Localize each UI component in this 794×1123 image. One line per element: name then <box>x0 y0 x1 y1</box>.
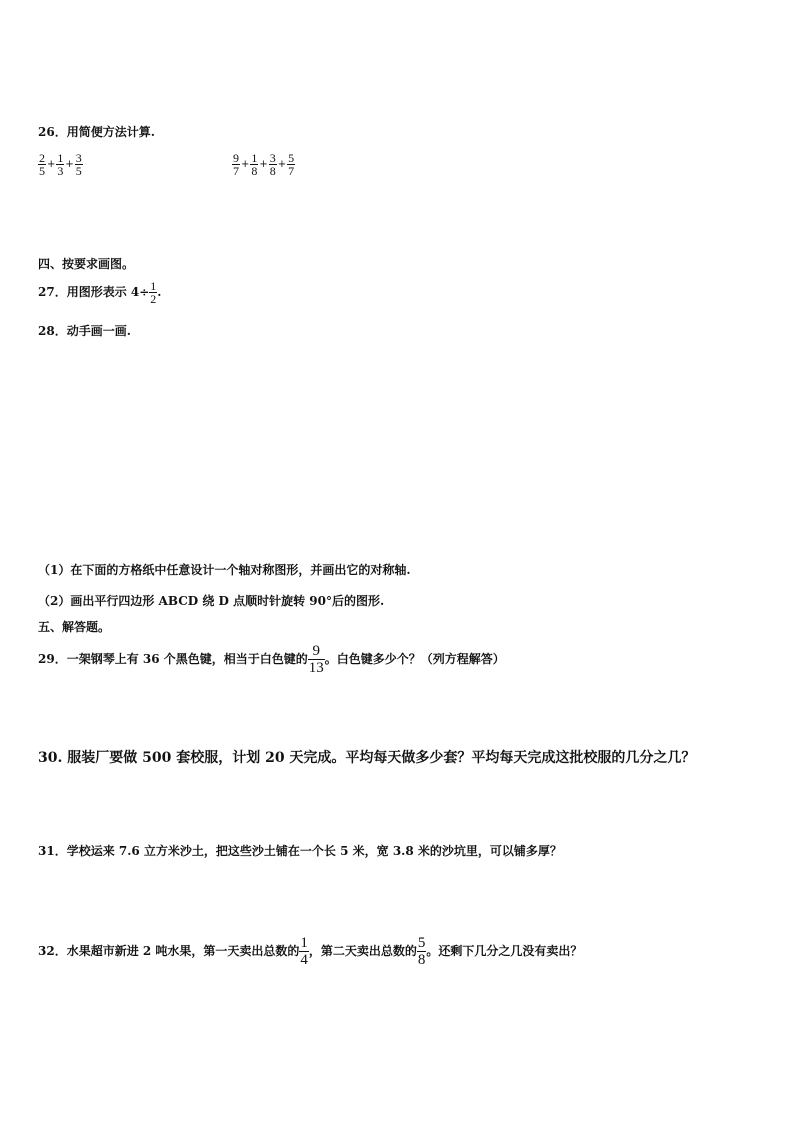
fraction: $\frac{1}{3}$ <box>57 151 64 178</box>
question-28-part-1: （1）在下面的方格纸中任意设计一个轴对称图形，并画出它的对称轴. <box>38 563 411 577</box>
fraction: $\frac{3}{8}$ <box>269 151 276 178</box>
fraction: $\frac{5}{7}$ <box>288 151 295 178</box>
fraction: $\frac{3}{5}$ <box>75 151 82 178</box>
section-4-heading: 四、按要求画图。 <box>38 257 135 271</box>
question-28-part-2: （2）画出平行四边形 ABCD 绕 D 点顺时针旋转 90°后的图形. <box>38 594 385 608</box>
question-30: 30. 服装厂要做 500 套校服，计划 20 天完成。平均每天做多少套？平均每天完成这批校服的几分之几？ <box>38 750 696 766</box>
question-32: 32．水果超市新进 2 吨水果，第一天卖出总数的 $\frac{1}{4}$ ，第二天卖出总数的 $\frac{5}{8}$ 。还剩下几分之几没有卖出？ <box>38 935 583 968</box>
fraction: $\frac{1}{2}$ <box>150 279 157 306</box>
section-5-heading: 五、解答题。 <box>38 620 111 634</box>
question-31: 31．学校运来 7.6 立方米沙土，把这些沙土铺在一个长 5 米，宽 3.8 米的沙坑里，可以铺多厚？ <box>38 844 562 858</box>
fraction: $\frac{1}{4}$ <box>300 935 308 968</box>
fraction: $\frac{9}{7}$ <box>233 151 239 178</box>
question-26-title: 26．用简便方法计算. <box>38 125 155 139</box>
q26-expression-1: $\frac{2}{5}$ + $\frac{1}{3}$ + $\frac{3}{5}$ <box>39 151 82 178</box>
fraction: $\frac{1}{8}$ <box>251 151 258 178</box>
fraction: $\frac{2}{5}$ <box>39 151 45 178</box>
question-28-title: 28．动手画一画. <box>38 324 131 338</box>
fraction: $\frac{9}{13}$ <box>308 643 324 676</box>
fraction: $\frac{5}{8}$ <box>417 935 426 968</box>
question-27: 27．用图形表示 4÷ $\frac{1}{2}$ . <box>38 279 162 306</box>
q26-expression-2: $\frac{9}{7}$ + $\frac{1}{8}$ + $\frac{3}{8}$ + $\frac{5}{7}$ <box>233 151 295 178</box>
question-29: 29．一架钢琴上有 36 个黑色键，相当于白色键的 $\frac{9}{13}$ 。白色键多少个？（列方程解答） <box>38 643 505 676</box>
